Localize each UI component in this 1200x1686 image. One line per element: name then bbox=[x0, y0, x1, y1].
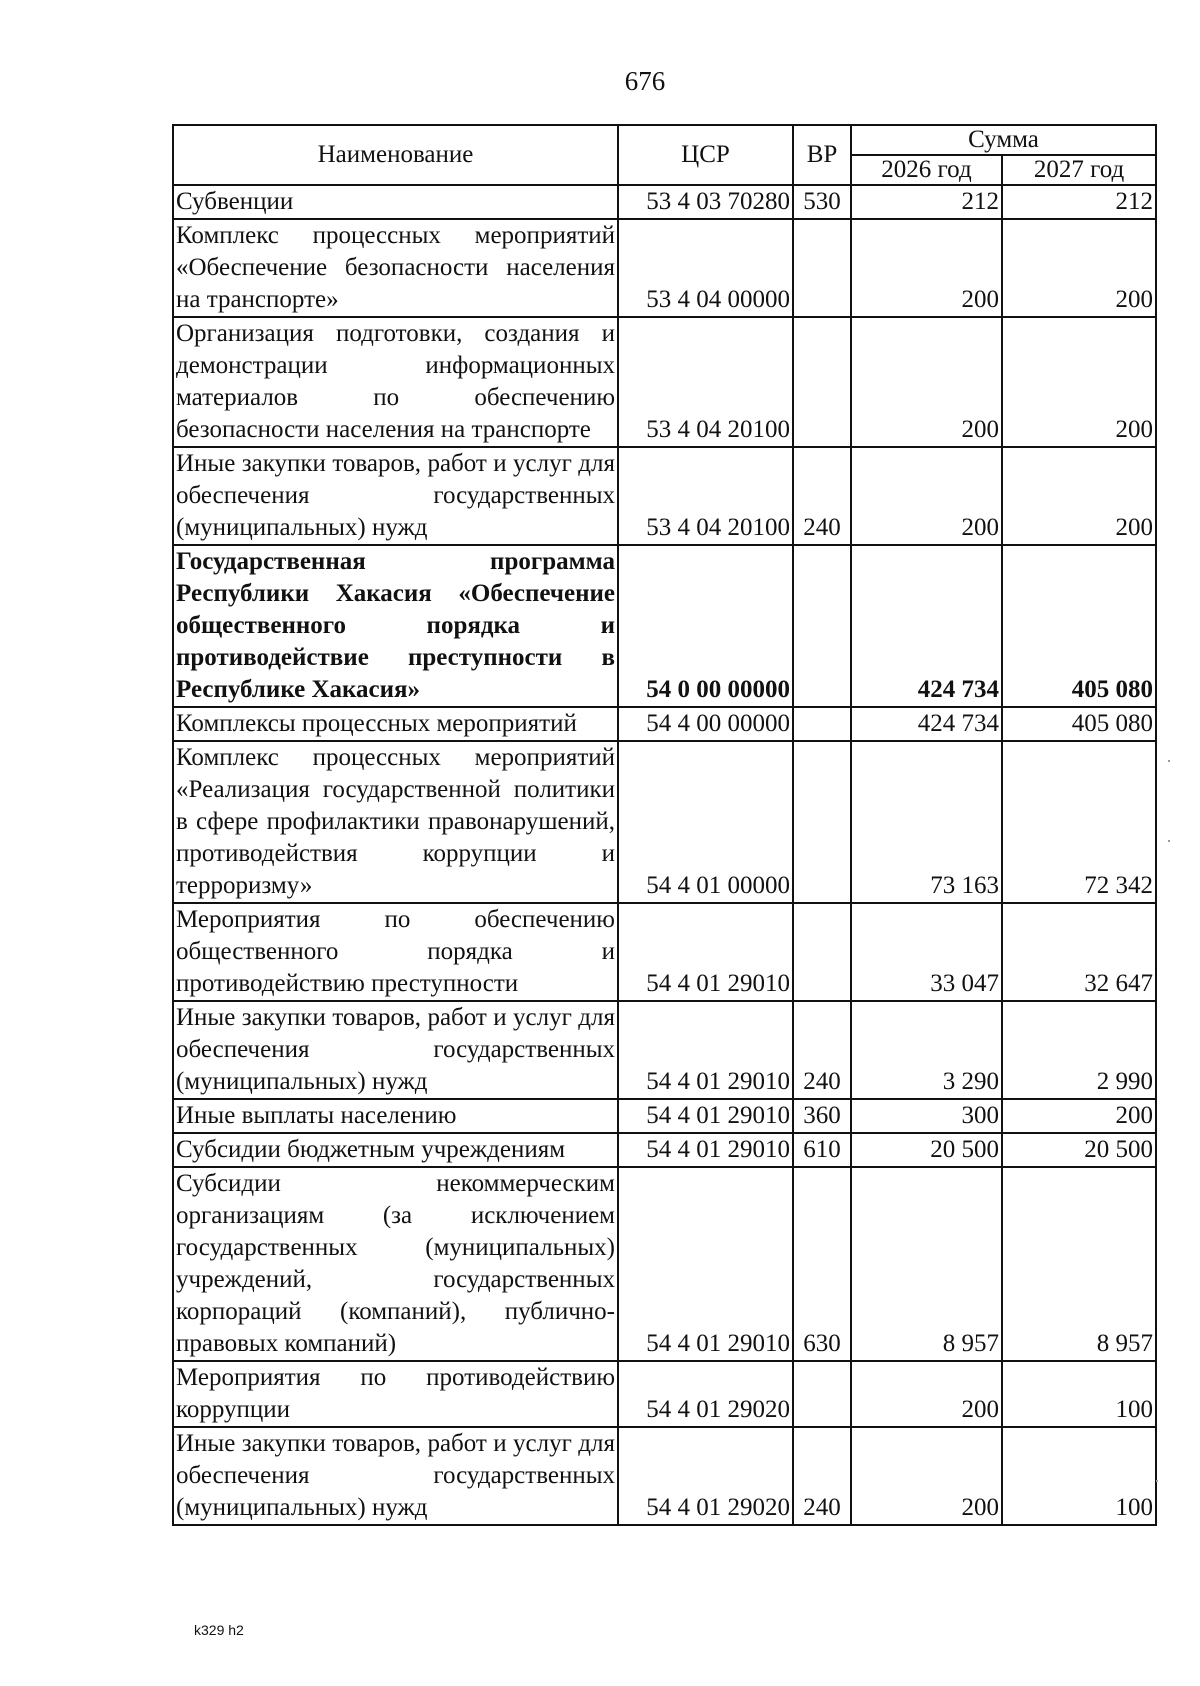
row-csr: 54 4 00 00000 bbox=[618, 707, 793, 741]
row-sum-2026: 3 290 bbox=[851, 1001, 1002, 1099]
table-row bbox=[173, 545, 1156, 707]
row-name: Субвенции bbox=[173, 185, 618, 219]
table-row bbox=[173, 317, 1156, 447]
table-row bbox=[173, 185, 1156, 219]
header-name: Наименование bbox=[173, 125, 618, 185]
row-sum-2027: 200 bbox=[1002, 447, 1156, 545]
table-row bbox=[173, 741, 1156, 903]
row-vr: 610 bbox=[793, 1133, 851, 1167]
row-name: Комплексы процессных мероприятий bbox=[173, 707, 618, 741]
table-row bbox=[173, 1427, 1156, 1525]
row-vr bbox=[793, 219, 851, 317]
row-sum-2026: 424 734 bbox=[851, 545, 1002, 707]
row-vr: 240 bbox=[793, 1001, 851, 1099]
table-row bbox=[173, 1167, 1156, 1361]
row-csr: 53 4 04 00000 bbox=[618, 219, 793, 317]
row-vr bbox=[793, 741, 851, 903]
page-number: 676 bbox=[624, 66, 666, 96]
row-name: Мероприятия по обеспечению общественного порядка и противодействию преступности bbox=[173, 903, 618, 1001]
row-sum-2026: 200 bbox=[851, 219, 1002, 317]
row-name: Организация подготовки, создания и демонстрации информационных материалов по обеспечению безопасности населения на транспорте bbox=[173, 317, 618, 447]
scan-speck bbox=[1168, 840, 1170, 842]
row-name: Иные закупки товаров, работ и услуг для обеспечения государственных (муниципальных) нужд bbox=[173, 1427, 618, 1525]
row-sum-2027: 212 bbox=[1002, 185, 1156, 219]
row-vr bbox=[793, 545, 851, 707]
row-csr: 54 4 01 29010 bbox=[618, 1133, 793, 1167]
row-vr: 240 bbox=[793, 1427, 851, 1525]
row-csr: 54 4 01 29010 bbox=[618, 1099, 793, 1133]
row-csr: 54 0 00 00000 bbox=[618, 545, 793, 707]
row-name: Субсидии бюджетным учреждениям bbox=[173, 1133, 618, 1167]
row-sum-2026: 424 734 bbox=[851, 707, 1002, 741]
row-csr: 54 4 01 29010 bbox=[618, 903, 793, 1001]
row-csr: 54 4 01 29020 bbox=[618, 1427, 793, 1525]
row-sum-2026: 200 bbox=[851, 317, 1002, 447]
header-year-2026: 2026 год bbox=[851, 155, 1002, 185]
row-sum-2027: 8 957 bbox=[1002, 1167, 1156, 1361]
row-sum-2027: 100 bbox=[1002, 1427, 1156, 1525]
header-csr: ЦСР bbox=[618, 125, 793, 185]
row-sum-2026: 33 047 bbox=[851, 903, 1002, 1001]
row-sum-2027: 72 342 bbox=[1002, 741, 1156, 903]
row-vr bbox=[793, 903, 851, 1001]
table-body bbox=[173, 185, 1156, 1525]
header-vr: ВР bbox=[793, 125, 851, 185]
row-vr: 240 bbox=[793, 447, 851, 545]
row-vr bbox=[793, 1361, 851, 1427]
table-row bbox=[173, 903, 1156, 1001]
row-sum-2027: 200 bbox=[1002, 317, 1156, 447]
row-sum-2027: 100 bbox=[1002, 1361, 1156, 1427]
row-sum-2026: 200 bbox=[851, 1427, 1002, 1525]
table-row bbox=[173, 1361, 1156, 1427]
row-name: Комплекс процессных мероприятий «Обеспечение безопасности населения на транспорте» bbox=[173, 219, 618, 317]
row-sum-2027: 32 647 bbox=[1002, 903, 1156, 1001]
row-sum-2027: 200 bbox=[1002, 219, 1156, 317]
row-sum-2026: 73 163 bbox=[851, 741, 1002, 903]
row-name: Субсидии некоммерческим организациям (за исключением государственных (муниципальных) учреждений, государственных корпораций (компаний), публично-правовых компаний) bbox=[173, 1167, 618, 1361]
budget-table bbox=[172, 124, 1157, 1526]
row-sum-2026: 20 500 bbox=[851, 1133, 1002, 1167]
table-row bbox=[173, 447, 1156, 545]
row-vr: 360 bbox=[793, 1099, 851, 1133]
row-csr: 54 4 01 00000 bbox=[618, 741, 793, 903]
footer-code: k329 h2 bbox=[194, 1622, 244, 1638]
table-row bbox=[173, 1001, 1156, 1099]
row-csr: 54 4 01 29020 bbox=[618, 1361, 793, 1427]
row-sum-2027: 2 990 bbox=[1002, 1001, 1156, 1099]
scan-speck bbox=[1168, 760, 1170, 762]
table-row bbox=[173, 1099, 1156, 1133]
row-name: Иные закупки товаров, работ и услуг для обеспечения государственных (муниципальных) нужд bbox=[173, 1001, 618, 1099]
row-vr bbox=[793, 707, 851, 741]
row-csr: 54 4 01 29010 bbox=[618, 1167, 793, 1361]
row-sum-2027: 405 080 bbox=[1002, 545, 1156, 707]
row-vr bbox=[793, 317, 851, 447]
row-name: Комплекс процессных мероприятий «Реализация государственной политики в сфере профилактики правонарушений, противодействия коррупции и терроризму» bbox=[173, 741, 618, 903]
row-name: Государственная программа Республики Хакасия «Обеспечение общественного порядка и противодействие преступности в Республике Хакасия» bbox=[173, 545, 618, 707]
row-sum-2027: 405 080 bbox=[1002, 707, 1156, 741]
row-vr: 530 bbox=[793, 185, 851, 219]
header-year-2027: 2027 год bbox=[1002, 155, 1156, 185]
row-csr: 54 4 01 29010 bbox=[618, 1001, 793, 1099]
header-sum: Сумма bbox=[851, 125, 1156, 155]
row-csr: 53 4 04 20100 bbox=[618, 317, 793, 447]
row-name: Иные закупки товаров, работ и услуг для обеспечения государственных (муниципальных) нужд bbox=[173, 447, 618, 545]
row-vr: 630 bbox=[793, 1167, 851, 1361]
row-csr: 53 4 04 20100 bbox=[618, 447, 793, 545]
scan-speck bbox=[1156, 1480, 1158, 1482]
row-name: Иные выплаты населению bbox=[173, 1099, 618, 1133]
table-row bbox=[173, 219, 1156, 317]
row-sum-2026: 200 bbox=[851, 447, 1002, 545]
row-csr: 53 4 03 70280 bbox=[618, 185, 793, 219]
row-sum-2026: 212 bbox=[851, 185, 1002, 219]
table-header bbox=[173, 125, 1156, 185]
row-sum-2027: 200 bbox=[1002, 1099, 1156, 1133]
row-name: Мероприятия по противодействию коррупции bbox=[173, 1361, 618, 1427]
row-sum-2027: 20 500 bbox=[1002, 1133, 1156, 1167]
table-row bbox=[173, 707, 1156, 741]
row-sum-2026: 8 957 bbox=[851, 1167, 1002, 1361]
table-row bbox=[173, 1133, 1156, 1167]
row-sum-2026: 200 bbox=[851, 1361, 1002, 1427]
row-sum-2026: 300 bbox=[851, 1099, 1002, 1133]
